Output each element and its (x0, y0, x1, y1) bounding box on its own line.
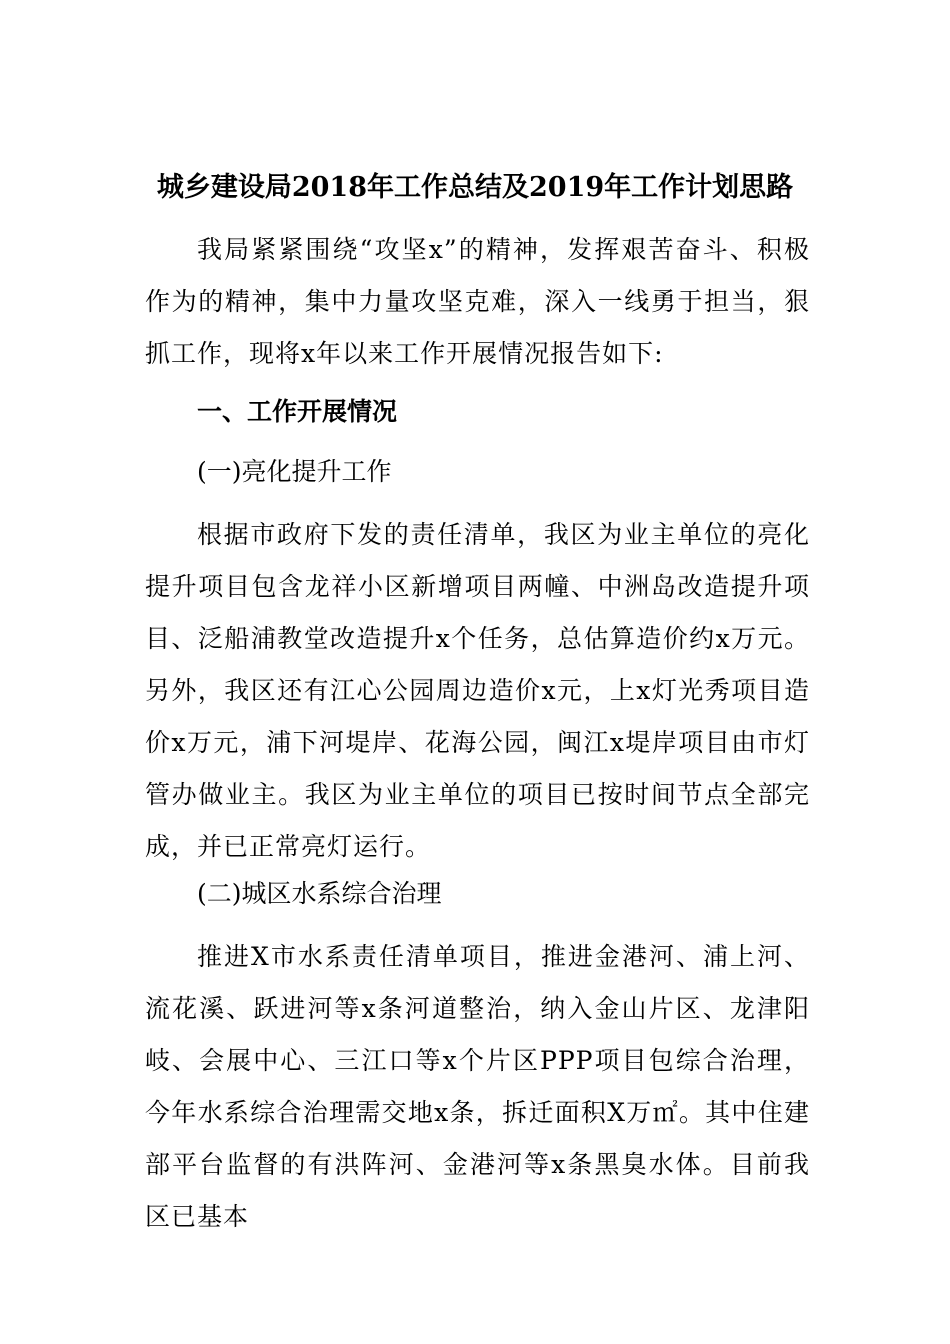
document-title: 城乡建设局2018年工作总结及2019年工作计划思路 (156, 172, 794, 203)
lighting-paragraph: 根据市政府下发的责任清单，我区为业主单位的亮化提升项目包含龙祥小区新增项目两幢、中洲岛改造提升项目、泛船浦教堂改造提升x个任务，总估算造价约x万元。另外，我区还有江心公园周边造价x元，上x灯光秀项目造价x万元，浦下河堤岸、花海公园，闽江x堤岸项目由市灯管办做业主。我区为业主单位的项目已按时间节点全部完成，并已正常亮灯运行。 (145, 520, 810, 861)
section-heading-work-progress: 一、工作开展情况 (197, 397, 398, 426)
subsection-heading-water-system: (二)城区水系综合治理 (197, 879, 442, 908)
subsection-heading-lighting: (一)亮化提升工作 (197, 457, 392, 486)
water-system-paragraph: 推进X市水系责任清单项目，推进金港河、浦上河、流花溪、跃进河等x条河道整治，纳入金山片区、龙津阳岐、会展中心、三江口等x个片区PPP项目包综合治理，今年水系综合治理需交地x条，拆迁面积X万㎡。其中住建部平台监督的有洪阵河、金港河等x条黑臭水体。目前我区已基本 (145, 942, 810, 1231)
intro-paragraph: 我局紧紧围绕“攻坚x”的精神，发挥艰苦奋斗、积极作为的精神，集中力量攻坚克难，深入一线勇于担当，狠抓工作，现将x年以来工作开展情况报告如下: (145, 235, 810, 368)
